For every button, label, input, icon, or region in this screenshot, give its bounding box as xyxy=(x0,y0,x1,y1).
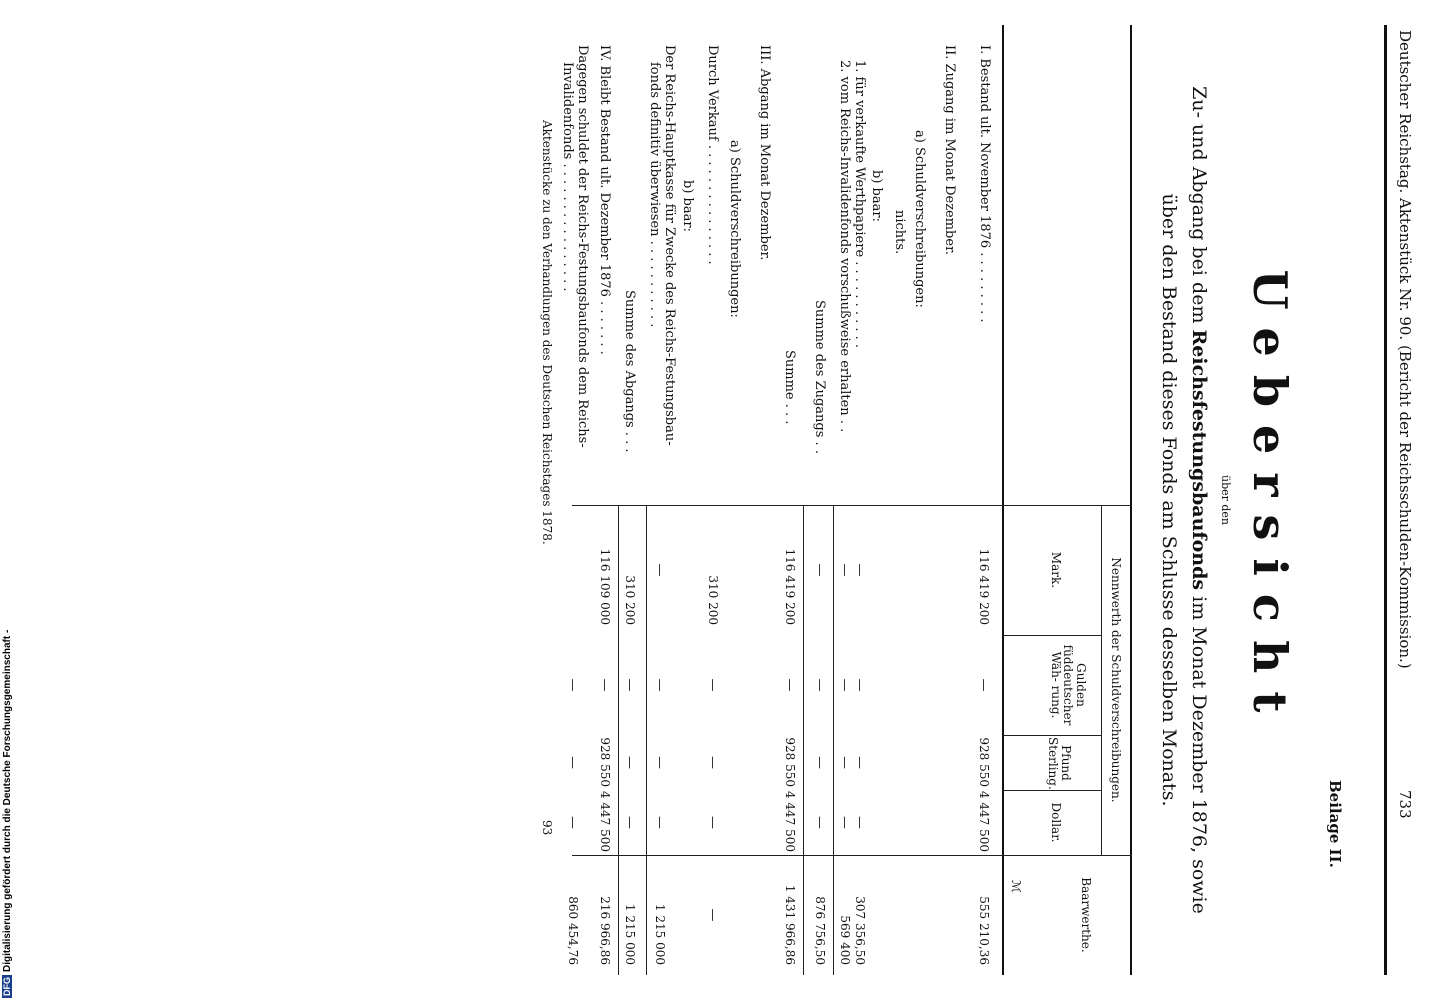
title-sub: über den xyxy=(1219,474,1232,526)
cell-dollar: 4 447 500 xyxy=(977,790,991,852)
cell-gulden: — xyxy=(597,678,612,692)
cell-gulden: — xyxy=(782,678,797,692)
title-line-1-bold: Reichsfestungsbaufonds xyxy=(1188,329,1210,591)
cell-baar: — xyxy=(705,908,720,922)
cell-baar: 860 454,76 xyxy=(566,896,580,965)
row-label: b) baar: xyxy=(680,180,695,232)
cell-pfund: — xyxy=(852,756,867,769)
group-header-rule xyxy=(1101,505,1102,855)
col-head-mark: Mark. xyxy=(1049,551,1063,589)
row-label: II. Zugang im Monat Dezember. xyxy=(942,45,957,255)
title-line-1 xyxy=(1188,0,1210,1000)
cell-mark: 116 419 200 xyxy=(977,548,991,625)
cell-mark: 310 200 xyxy=(623,575,637,625)
title-line-1-pre: Zu- und Abgang bei dem xyxy=(1188,86,1210,330)
cell-baar: 876 756,50 xyxy=(813,896,827,965)
row-label: Durch Verkauf . . . . . . . . . . . . . . . xyxy=(705,45,720,265)
sum-rule xyxy=(803,505,804,975)
cell-pfund: 928 550 xyxy=(783,737,797,787)
cell-gulden: — xyxy=(976,678,991,692)
row-label: Der Reichs-Hauptkasse für Zwecke des Reichs-Festungsbau- xyxy=(662,45,677,446)
cell-gulden: — xyxy=(837,678,852,692)
cell-gulden: — xyxy=(852,678,867,692)
digitization-note xyxy=(2,0,16,1000)
cell-dollar: — xyxy=(622,816,637,829)
cell-baar: 216 966,86 xyxy=(598,896,612,965)
row-label: Invalidenfonds . . . . . . . . . . . . . . . . xyxy=(560,62,575,292)
cell-pfund: 928 550 xyxy=(598,737,612,787)
row-label: IV. Bleibt Bestand ult. Dezember 1876 . . . . . . . xyxy=(597,45,612,355)
cell-pfund: — xyxy=(837,756,852,769)
row-label: 1. für verkaufte Werthpapiere . . . . . . . . . . . xyxy=(852,60,867,349)
row-label: a) Schuldverschreibungen: xyxy=(912,130,927,308)
cell-baar: 1 215 000 xyxy=(623,903,637,965)
header-rule xyxy=(1384,25,1387,975)
cell-baar: 307 356,50 xyxy=(853,896,867,965)
cell-mark: 310 200 xyxy=(706,575,720,625)
footer-page-number: 93 xyxy=(540,820,554,836)
cell-baar: 1 215 000 xyxy=(653,903,667,965)
row-label: nichts. xyxy=(892,210,907,255)
cell-dollar: — xyxy=(652,816,667,829)
cell-baar: 1 431 966,86 xyxy=(783,884,797,965)
cell-gulden: — xyxy=(565,678,580,692)
cell-dollar: — xyxy=(837,816,852,829)
cell-baar: 555 210,36 xyxy=(977,896,991,965)
group-header: Nennwerth der Schuldverschreibungen. xyxy=(1109,557,1123,803)
cell-dollar: — xyxy=(852,816,867,829)
table-header-rule xyxy=(1002,25,1004,975)
running-header: Deutscher Reichstag. Aktenstück Nr. 90. (Bericht der Reichsschulden-Kommission.) xyxy=(1396,30,1414,669)
footer-source: Aktenstücke zu den Verhandlungen des Deutschen Reichstages 1878. xyxy=(540,120,554,545)
cell-gulden: — xyxy=(622,678,637,692)
cell-mark: 116 109 000 xyxy=(598,548,612,625)
col-head-baar: Baarwerthe. xyxy=(1079,877,1093,953)
row-label: Summe des Abgangs . . . xyxy=(622,290,637,453)
dfg-logo-icon: DFG xyxy=(2,977,12,996)
row-label: b) baar: xyxy=(869,170,884,222)
cell-dollar: — xyxy=(705,816,720,829)
unit-mark: ℳ xyxy=(1009,880,1023,893)
page-number: 733 xyxy=(1396,790,1414,819)
digitization-text-row xyxy=(2,598,16,998)
cell-mark: — xyxy=(652,563,667,577)
row-label: 2. vom Reichs-Invalidenfonds vorschußweise erhalten . . xyxy=(837,60,852,433)
cell-baar: 569 400 xyxy=(838,915,852,965)
col-divider-gulden xyxy=(1004,635,1102,636)
col-divider-pfund xyxy=(1004,735,1102,736)
row-label: Dagegen schuldet der Reichs-Festungsbaufonds dem Reichs- xyxy=(575,45,590,448)
cell-pfund: 928 550 xyxy=(977,737,991,787)
cell-mark: — xyxy=(852,563,867,577)
cell-dollar: — xyxy=(565,816,580,829)
cell-pfund: — xyxy=(622,756,637,769)
sum-rule xyxy=(646,505,647,975)
row-label: I. Bestand ult. November 1876 . . . . . . . . . xyxy=(977,45,992,323)
title-line-2: über den Bestand dieses Fonds am Schlusse desselben Monats. xyxy=(1158,193,1180,807)
title-line-1-post: im Monat Dezember 1876, sowie xyxy=(1188,590,1210,914)
cell-pfund: — xyxy=(705,756,720,769)
row-label: III. Abgang im Monat Dezember. xyxy=(757,45,772,261)
sum-rule xyxy=(618,505,619,975)
document-title: Uebersicht xyxy=(1243,269,1297,731)
col-head-dollar: Dollar. xyxy=(1049,802,1063,843)
cell-pfund: — xyxy=(565,756,580,769)
cell-pfund: — xyxy=(812,756,827,769)
row-label: fonds definitiv überwiesen . . . . . . . . . . . xyxy=(647,62,662,328)
col-head-gulden: Gulden füddeutscher Wäh- rung. xyxy=(1048,644,1088,726)
digitization-text: Digitalisierung gefördert durch die Deutsche Forschungsgemeinschaft - xyxy=(2,629,13,972)
cell-dollar: 4 447 500 xyxy=(598,790,612,852)
cell-dollar: 4 447 500 xyxy=(783,790,797,852)
col-head-pfund: Pfund Sterling. xyxy=(1046,737,1073,790)
row-label: Summe . . . xyxy=(782,350,797,425)
cell-mark: 116 419 200 xyxy=(783,548,797,625)
sum-rule xyxy=(833,505,834,975)
table-top-rule xyxy=(1130,25,1132,975)
row-label: Summe des Zugangs . . xyxy=(812,300,827,454)
appendix-label: Beilage II. xyxy=(1326,780,1344,868)
cell-mark: — xyxy=(837,563,852,577)
cell-gulden: — xyxy=(705,678,720,692)
cell-mark: — xyxy=(812,563,827,577)
cell-pfund: — xyxy=(652,756,667,769)
cell-gulden: — xyxy=(652,678,667,692)
cell-gulden: — xyxy=(812,678,827,692)
cell-dollar: — xyxy=(812,816,827,829)
row-label: a) Schuldverschreibungen: xyxy=(727,140,742,318)
